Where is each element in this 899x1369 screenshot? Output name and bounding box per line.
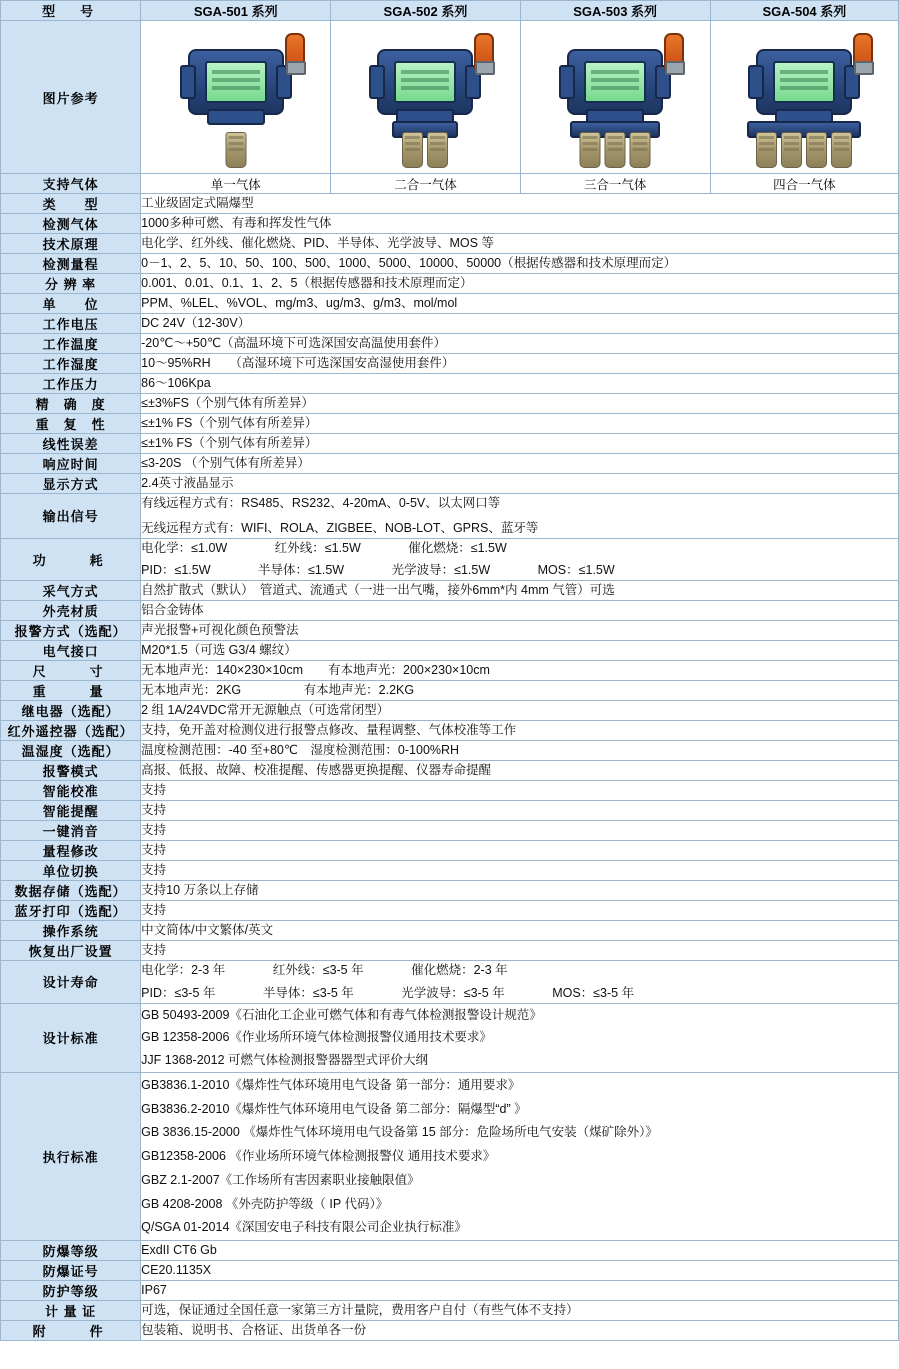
design-standard-line-2: JJF 1368-2012 可燃气体检测报警器器型式评价大纲: [141, 1053, 429, 1067]
row-value: 可选，保证通过全国任意一家第三方计量院，费用客户自付（有些气体不支持）: [141, 1301, 899, 1321]
row-value: 中文简体/中文繁体/英文: [141, 921, 899, 941]
power-name-5: 光学波导：: [391, 563, 455, 578]
row-value: 无本地声光：140×230×10cm 有本地声光：200×230×10cm: [141, 661, 899, 681]
table-row: [1, 661, 899, 681]
model-501: SGA-501 系列: [141, 1, 331, 21]
table-row-design-standard: [1, 1003, 899, 1072]
lifetime-value-0: 2-3 年: [191, 963, 226, 977]
table-row: [1, 761, 899, 781]
row-value: IP67: [141, 1281, 899, 1301]
row-value: PPM、%LEL、%VOL、mg/m3、ug/m3、g/m3、mol/mol: [141, 294, 899, 314]
table-row: [1, 921, 899, 941]
lifetime-value-3: ≤3-5 年: [174, 985, 216, 1000]
table-row: [1, 801, 899, 821]
exec-standard-line-5: GB 4208-2008 《外壳防护等级（ IP 代码）》: [141, 1196, 389, 1211]
row-value: 支持: [141, 861, 899, 881]
row-label: 工作压力: [1, 374, 141, 394]
table-row-model: [1, 1, 899, 21]
row-label: 智能校准: [1, 781, 141, 801]
table-row: [1, 901, 899, 921]
table-row: [1, 274, 899, 294]
table-row: [1, 1241, 899, 1261]
output-signal-wireless: 无线远程方式有：WIFI、ROLA、ZIGBEE、NOB-LOT、GPRS、蓝牙等: [141, 520, 539, 535]
row-label: 温湿度（选配）: [1, 741, 141, 761]
table-row: [1, 701, 899, 721]
table-row: [1, 861, 899, 881]
power-value-0: ≤1.0W: [191, 540, 228, 555]
row-label: 尺 寸: [1, 661, 141, 681]
exec-standard-line-1: GB3836.2-2010《爆炸性气体环境用电气设备 第二部分：隔爆型“d” 》: [141, 1101, 527, 1116]
row-label: 技术原理: [1, 234, 141, 254]
row-label: 电气接口: [1, 641, 141, 661]
lifetime-name-6: MOS：: [552, 985, 594, 1000]
gas-detector-illustration-3: [540, 31, 690, 171]
row-value-power: [141, 538, 899, 581]
row-label: 显示方式: [1, 474, 141, 494]
row-label: 一键消音: [1, 821, 141, 841]
row-value: DC 24V（12-30V）: [141, 314, 899, 334]
table-row: [1, 234, 899, 254]
row-value: 1000多种可燃、有毒和挥发性气体: [141, 214, 899, 234]
row-label: 报警模式: [1, 761, 141, 781]
lifetime-name-2: 催化燃烧：: [411, 963, 474, 977]
row-label: 重 复 性: [1, 414, 141, 434]
power-value-5: ≤1.5W: [454, 563, 491, 578]
row-value: ≤±1% FS（个别气体有所差异）: [141, 434, 899, 454]
lifetime-name-0: 电化学：: [141, 963, 192, 977]
row-value: 自然扩散式（默认） 管道式、流通式（一进一出气嘴，接外6mm*内 4mm 气管）可选: [141, 581, 899, 601]
row-value: ExdII CT6 Gb: [141, 1241, 899, 1261]
lifetime-value-1: ≤3-5 年: [322, 963, 364, 977]
exec-standard-line-4: GBZ 2.1-2007《工作场所有害因素职业接触限值》: [141, 1172, 420, 1187]
row-value: 声光报警+可视化颜色预警法: [141, 621, 899, 641]
table-row-lifetime: [1, 961, 899, 1004]
table-row: [1, 394, 899, 414]
model-502: SGA-502 系列: [331, 1, 520, 21]
table-row: [1, 681, 899, 701]
lifetime-value-4: ≤3-5 年: [312, 985, 354, 1000]
row-label: 检测量程: [1, 254, 141, 274]
row-label: 防爆证号: [1, 1261, 141, 1281]
row-value: 支持: [141, 821, 899, 841]
row-value: 2.4英寸液晶显示: [141, 474, 899, 494]
table-row: [1, 781, 899, 801]
row-value-exec-standard: [141, 1072, 899, 1240]
row-value: 包装箱、说明书、合格证、出货单各一份: [141, 1321, 899, 1341]
row-label-output-signal: 输出信号: [1, 494, 141, 539]
power-name-1: 红外线：: [274, 540, 325, 555]
row-label: 工作电压: [1, 314, 141, 334]
power-name-3: PID：: [141, 563, 175, 578]
table-row: [1, 254, 899, 274]
alarm-light-icon: [664, 33, 684, 71]
table-row: [1, 414, 899, 434]
product-image-503: [520, 21, 710, 174]
row-value: 0－1、2、5、10、50、100、500、1000、5000、10000、50000（根据传感器和技术原理而定）: [141, 254, 899, 274]
row-value-lifetime: [141, 961, 899, 1004]
table-row-power: [1, 538, 899, 581]
power-name-0: 电化学：: [141, 540, 192, 555]
row-label-design-standard: 设计标准: [1, 1003, 141, 1072]
row-label: 线性误差: [1, 434, 141, 454]
row-label: 数据存储（选配）: [1, 881, 141, 901]
power-value-1: ≤1.5W: [324, 540, 361, 555]
lifetime-value-6: ≤3-5 年: [593, 985, 635, 1000]
supported-gas-503: 三合一气体: [520, 174, 710, 194]
row-label-supported-gas: 支持气体: [1, 174, 141, 194]
row-label: 重 量: [1, 681, 141, 701]
row-label: 继电器（选配）: [1, 701, 141, 721]
row-value: 支持: [141, 781, 899, 801]
table-row: [1, 621, 899, 641]
model-503: SGA-503 系列: [520, 1, 710, 21]
table-row: [1, 194, 899, 214]
row-value-design-standard: [141, 1003, 899, 1072]
row-label-lifetime: 设计寿命: [1, 961, 141, 1004]
lifetime-value-2: 2-3 年: [473, 963, 508, 977]
row-value: 高报、低报、故障、校准提醒、传感器更换提醒、仪器寿命提醒: [141, 761, 899, 781]
row-value: 温度检测范围：-40 至+80℃ 湿度检测范围：0-100%RH: [141, 741, 899, 761]
table-row: [1, 601, 899, 621]
table-row: [1, 1281, 899, 1301]
model-504: SGA-504 系列: [710, 1, 898, 21]
lifetime-value-5: ≤3-5 年: [463, 985, 505, 1000]
row-label: 红外遥控器（选配）: [1, 721, 141, 741]
gas-detector-illustration-4: [729, 31, 879, 171]
product-image-501: [141, 21, 331, 174]
table-row: [1, 354, 899, 374]
row-label: 操作系统: [1, 921, 141, 941]
row-label: 单 位: [1, 294, 141, 314]
row-label: 附 件: [1, 1321, 141, 1341]
row-label: 蓝牙打印（选配）: [1, 901, 141, 921]
power-value-4: ≤1.5W: [308, 563, 345, 578]
row-value: 86～106Kpa: [141, 374, 899, 394]
row-value: M20*1.5（可选 G3/4 螺纹）: [141, 641, 899, 661]
lifetime-name-1: 红外线：: [272, 963, 323, 977]
row-value: 0.001、0.01、0.1、1、2、5（根据传感器和技术原理而定）: [141, 274, 899, 294]
row-label: 工作湿度: [1, 354, 141, 374]
supported-gas-501: 单一气体: [141, 174, 331, 194]
alarm-light-icon: [285, 33, 305, 71]
row-value: 10～95%RH （高湿环境下可选深国安高湿使用套件）: [141, 354, 899, 374]
row-label-exec-standard: 执行标准: [1, 1072, 141, 1240]
lifetime-name-4: 半导体：: [262, 985, 313, 1000]
gas-detector-illustration-2: [350, 31, 500, 171]
row-label: 类 型: [1, 194, 141, 214]
row-value: 铝合金铸体: [141, 601, 899, 621]
row-label: 分 辨 率: [1, 274, 141, 294]
supported-gas-502: 二合一气体: [331, 174, 520, 194]
design-standard-line-1: GB 12358-2006《作业场所环境气体检测报警仪通用技术要求》: [141, 1030, 492, 1045]
row-label: 防爆等级: [1, 1241, 141, 1261]
table-row: [1, 434, 899, 454]
row-label: 防护等级: [1, 1281, 141, 1301]
row-value: 支持: [141, 801, 899, 821]
alarm-light-icon: [474, 33, 494, 71]
row-label: 恢复出厂设置: [1, 941, 141, 961]
row-value: CE20.1135X: [141, 1261, 899, 1281]
alarm-light-icon: [853, 33, 873, 71]
power-value-6: ≤1.5W: [578, 563, 615, 578]
row-value: -20℃～+50℃（高温环境下可选深国安高温使用套件）: [141, 334, 899, 354]
row-label: 响应时间: [1, 454, 141, 474]
row-value: 2 组 1A/24VDC常开无源触点（可选常闭型）: [141, 701, 899, 721]
table-row: [1, 741, 899, 761]
row-label-image: 图片参考: [1, 21, 141, 174]
table-row: [1, 841, 899, 861]
table-row: [1, 214, 899, 234]
table-row-supported-gas: [1, 174, 899, 194]
power-value-3: ≤1.5W: [174, 563, 211, 578]
row-label: 量程修改: [1, 841, 141, 861]
table-row: [1, 294, 899, 314]
product-image-502: [331, 21, 520, 174]
table-row: [1, 474, 899, 494]
exec-standard-line-2: GB 3836.15-2000 《爆炸性气体环境用电气设备第 15 部分：危险场所电气安装（煤矿除外）》: [141, 1125, 658, 1140]
row-value: 电化学、红外线、催化燃烧、PID、半导体、光学波导、MOS 等: [141, 234, 899, 254]
row-label: 工作温度: [1, 334, 141, 354]
row-value: 无本地声光：2KG 有本地声光：2.2KG: [141, 681, 899, 701]
table-row-exec-standard: [1, 1072, 899, 1240]
row-label: 报警方式（选配）: [1, 621, 141, 641]
table-row: [1, 881, 899, 901]
row-value: ≤±1% FS（个别气体有所差异）: [141, 414, 899, 434]
table-row: [1, 334, 899, 354]
row-label-model: 型 号: [1, 1, 141, 21]
row-label: 精 确 度: [1, 394, 141, 414]
table-row: [1, 454, 899, 474]
table-row-output-signal: [1, 494, 899, 539]
row-value: 支持，免开盖对检测仪进行报警点修改、量程调整、气体校准等工作: [141, 721, 899, 741]
row-label: 智能提醒: [1, 801, 141, 821]
row-label: 计 量 证: [1, 1301, 141, 1321]
row-value: 支持: [141, 841, 899, 861]
table-row-images: [1, 21, 899, 174]
gas-detector-illustration-1: [161, 31, 311, 171]
table-row: [1, 721, 899, 741]
row-value: 支持: [141, 941, 899, 961]
output-signal-wired: 有线远程方式有：RS485、RS232、4-20mA、0-5V、以太网口等: [141, 496, 501, 510]
table-row: [1, 581, 899, 601]
row-label: 单位切换: [1, 861, 141, 881]
table-row: [1, 641, 899, 661]
row-value: 支持10 万条以上存储: [141, 881, 899, 901]
table-row: [1, 1261, 899, 1281]
power-value-2: ≤1.5W: [470, 540, 507, 555]
table-row: [1, 941, 899, 961]
design-standard-line-0: GB 50493-2009《石油化工企业可燃气体和有毒气体检测报警设计规范》: [141, 1007, 542, 1022]
row-value: 支持: [141, 901, 899, 921]
row-value: ≤3-20S （个别气体有所差异）: [141, 454, 899, 474]
exec-standard-line-0: GB3836.1-2010《爆炸性气体环境用电气设备 第一部分：通用要求》: [141, 1077, 521, 1092]
row-value: 工业级固定式隔爆型: [141, 194, 899, 214]
lifetime-name-5: 光学波导：: [401, 985, 464, 1000]
power-name-4: 半导体：: [258, 563, 309, 578]
row-value: ≤±3%FS（个别气体有所差异）: [141, 394, 899, 414]
table-row: [1, 1301, 899, 1321]
row-label: 采气方式: [1, 581, 141, 601]
table-row: [1, 374, 899, 394]
table-row: [1, 314, 899, 334]
table-row: [1, 821, 899, 841]
power-name-6: MOS：: [537, 563, 579, 578]
row-value-output-signal: [141, 494, 899, 539]
exec-standard-line-3: GB12358-2006 《作业场所环境气体检测报警仪 通用技术要求》: [141, 1149, 496, 1163]
exec-standard-line-6: Q/SGA 01-2014《深国安电子科技有限公司企业执行标准》: [141, 1220, 467, 1235]
lifetime-name-3: PID：: [141, 985, 175, 1000]
row-label-power: 功 耗: [1, 538, 141, 581]
table-row: [1, 1321, 899, 1341]
supported-gas-504: 四合一气体: [710, 174, 898, 194]
product-image-504: [710, 21, 898, 174]
power-name-2: 催化燃烧：: [408, 540, 471, 555]
row-label: 检测气体: [1, 214, 141, 234]
row-label: 外壳材质: [1, 601, 141, 621]
